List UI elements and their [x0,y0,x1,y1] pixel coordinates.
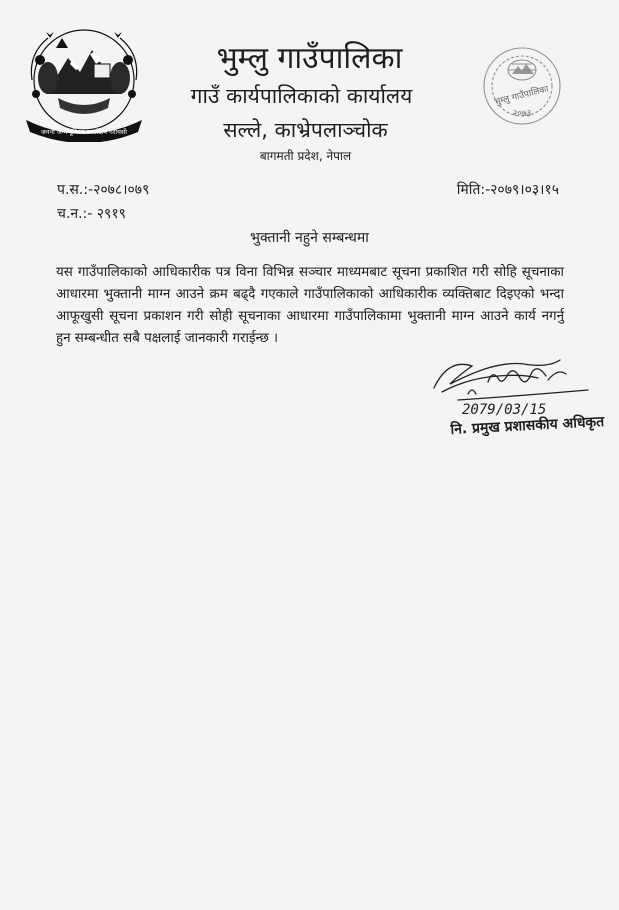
office-name: गाउँ कार्यपालिकाको कार्यालय [190,84,413,108]
dispatch-number: च.न.:- २९१९ [57,206,126,222]
letter-body: यस गाउँपालिकाको आधिकारीक पत्र विना विभिन्न सञ्चार माध्यमबाट सूचना प्रकाशित गरी सोहि सूचनाका आधारमा भुक्तानी माग्न आउने क्रम बढ्दै गएकाले गाउँपालिकाको आधिकारीक व्यक्तिबाट दिइएको भन्दा आफूखुसी सूचना प्रकाशन गरी सोही सूचनाका आधारमा गाउँपालिकामा भुक्तानी माग्न आउने कार्य नगर्नु हुन सम्बन्धीत सबै पक्षलाई जानकारी गराईन्छ । [56,265,564,346]
letter-date: मिति:-२०७९।०३।१५ [456,182,559,198]
stamp-year: २०७३ [512,109,532,119]
signature-date: 2079/03/15 [462,402,547,418]
municipality-name: भुम्लु गाउँपालिका [216,41,403,76]
office-location: सल्ले, काभ्रेपलाञ्चोक [223,118,388,142]
handwritten-signature [428,348,598,420]
letter-number: प.स.:-२०७८।०७९ [57,182,150,198]
signatory-title: नि. प्रमुख प्रशासकीय अधिकृत [450,413,605,438]
province-name: बागमती प्रदेश, नेपाल [259,149,352,163]
letter-subject: भुक्तानी नहुने सम्बन्धमा [250,230,369,246]
emblem-ribbon-text: जननी जन्मभूमिश्च स्वर्गादपि गरीयसी [41,128,127,136]
stamp-name: भुम्लु गाउँपालिका [493,84,550,108]
